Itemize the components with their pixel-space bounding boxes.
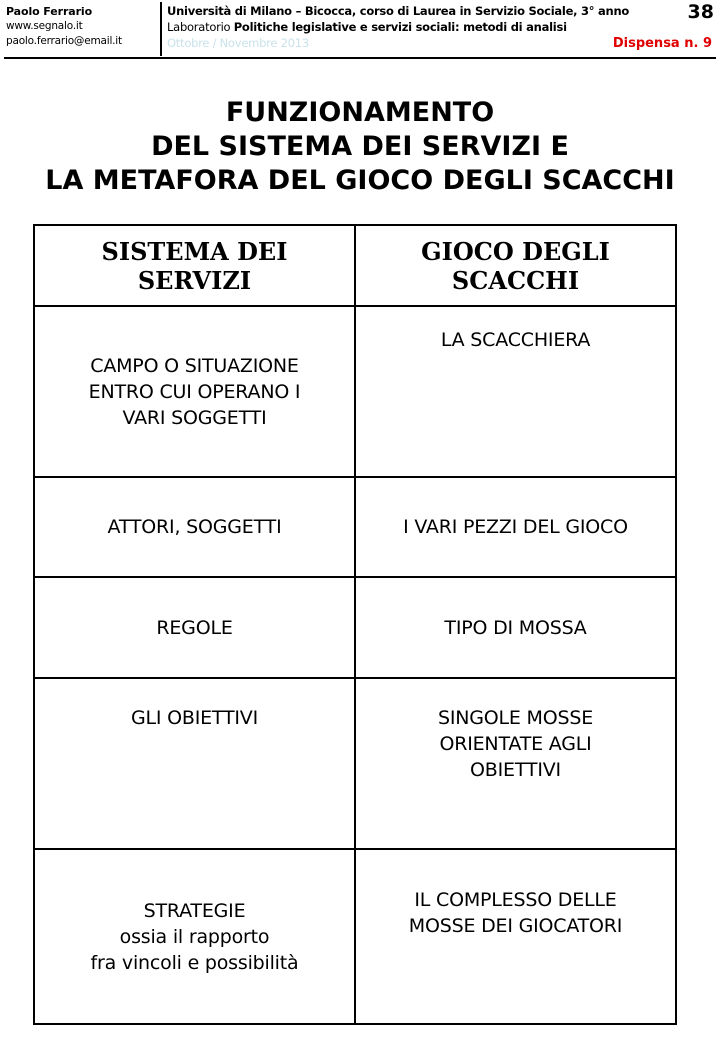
cell-left-3-line-1: REGOLE	[156, 616, 233, 639]
course-block	[167, 3, 630, 51]
table-row	[34, 306, 676, 477]
comparison-table	[33, 224, 677, 1025]
header-vertical-divider	[160, 2, 162, 56]
table-row	[34, 577, 676, 678]
column-header-sistema-dei-servizi	[34, 225, 355, 306]
dispensa-label: Dispensa n. 9	[612, 36, 712, 51]
header-horizontal-rule	[4, 57, 716, 59]
page-title-line-2: DEL SISTEMA DEI SERVIZI E	[151, 131, 569, 162]
course-lab-title: Politiche legislative e servizi sociali: metodi di analisi	[233, 20, 567, 34]
column-header-left-line-1: SISTEMA DEI	[101, 236, 288, 266]
page-number: 38	[687, 1, 714, 23]
page-title-line-1: FUNZIONAMENTO	[225, 97, 495, 128]
cell-right-2-line-1: I VARI PEZZI DEL GIOCO	[403, 516, 628, 538]
cell-right-1	[355, 306, 676, 477]
course-date: Ottobre / Novembre 2013	[167, 36, 309, 50]
slide-header	[0, 0, 720, 58]
cell-left-4	[34, 678, 355, 849]
cell-right-4-line-2: ORIENTATE AGLI	[439, 733, 592, 755]
course-title: Università di Milano – Bicocca, corso di Laurea in Servizio Sociale, 3° anno	[167, 4, 630, 18]
cell-left-5	[34, 849, 355, 1024]
author-email[interactable]: paolo.ferrario@email.it	[6, 35, 122, 47]
cell-right-3-line-1: TIPO DI MOSSA	[444, 616, 587, 639]
table-header-row	[34, 225, 676, 306]
cell-left-1-line-3: VARI SOGGETTI	[122, 406, 267, 429]
table-row	[34, 477, 676, 577]
column-header-left-line-2: SERVIZI	[137, 265, 252, 295]
cell-left-1-line-2: ENTRO CUI OPERANO I	[88, 380, 301, 403]
column-header-right-line-1: GIOCO DEGLI	[421, 236, 610, 266]
cell-right-4	[355, 678, 676, 849]
author-block	[6, 4, 156, 49]
author-website[interactable]: www.segnalo.it	[6, 20, 83, 32]
author-name: Paolo Ferrario	[6, 5, 93, 18]
cell-left-1	[34, 306, 355, 477]
cell-right-1-line-1: LA SCACCHIERA	[440, 329, 591, 351]
course-lab-prefix: Laboratorio	[167, 20, 234, 34]
cell-right-5-line-1: IL COMPLESSO DELLE	[414, 889, 617, 911]
course-lab-line	[167, 19, 627, 35]
cell-left-4-line-1: GLI OBIETTIVI	[130, 707, 259, 729]
column-header-gioco-degli-scacchi	[355, 225, 676, 306]
cell-left-5-line-1: STRATEGIE	[143, 899, 246, 922]
cell-left-2	[34, 477, 355, 577]
column-header-right-line-2: SCACCHI	[451, 265, 580, 295]
cell-right-4-line-1: SINGOLE MOSSE	[437, 707, 594, 729]
page-title	[0, 96, 720, 198]
cell-left-1-line-1: CAMPO O SITUAZIONE	[90, 354, 299, 377]
cell-left-5-line-3: fra vincoli e possibilità	[90, 951, 299, 974]
cell-right-2	[355, 477, 676, 577]
page-title-line-3: LA METAFORA DEL GIOCO DEGLI SCACCHI	[45, 165, 675, 196]
cell-right-3	[355, 577, 676, 678]
table-row	[34, 849, 676, 1024]
cell-left-5-line-2: ossia il rapporto	[119, 925, 270, 948]
cell-right-5-line-2: MOSSE DEI GIOCATORI	[408, 915, 623, 937]
table-row	[34, 678, 676, 849]
cell-left-2-line-1: ATTORI, SOGGETTI	[107, 516, 282, 538]
cell-left-3	[34, 577, 355, 678]
cell-right-4-line-3: OBIETTIVI	[470, 759, 561, 781]
cell-right-5	[355, 849, 676, 1024]
